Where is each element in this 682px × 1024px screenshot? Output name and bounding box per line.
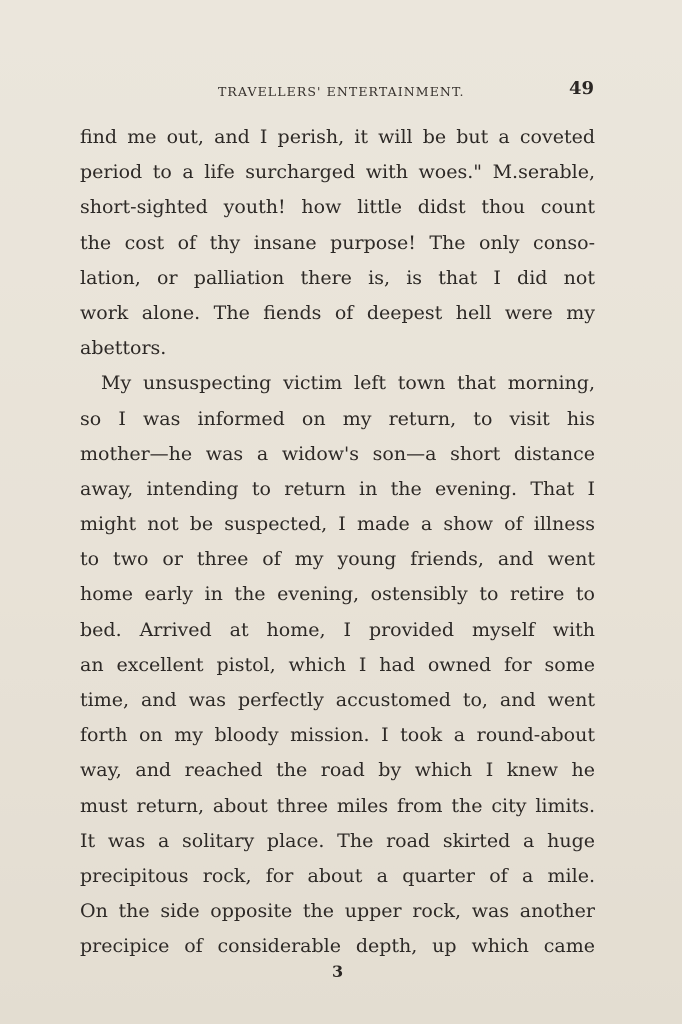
text-line: lation, or palliation there is, is that I did not [80,266,595,289]
text-line: bed. Arrived at home, I provided myself with [80,618,595,641]
body-text [80,120,595,965]
text-line: mother—he was a widow's son—a short distance [80,442,595,465]
text-line: precipice of considerable depth, up which came [80,935,595,958]
text-line: forth on my bloody mission. I took a round-about [80,724,595,747]
text-line: period to a life surcharged with woes." M.serable, [80,161,595,184]
text-line: way, and reached the road by which I knew he [80,759,595,782]
paragraph-start-line: My unsuspecting victim left town that morning, [101,372,595,395]
text-line: precipitous rock, for about a quarter of a mile. [80,864,595,887]
page-number: 49 [568,78,594,99]
text-line: away, intending to return in the evening. That I [80,477,595,500]
page-header [80,78,600,106]
text-line: abettors. [80,337,167,360]
text-line: must return, about three miles from the city limits. [80,794,595,817]
text-line: find me out, and I perish, it will be but a coveted [80,126,595,148]
text-line: to two or three of my young friends, and went [80,548,595,571]
text-line: On the side opposite the upper rock, was another [80,900,595,923]
text-line: time, and was perfectly accustomed to, and went [80,689,595,711]
text-line: an excellent pistol, which I had owned for some [80,653,595,676]
text-line: work alone. The fiends of deepest hell were my [80,301,595,324]
signature-mark: 3 [332,962,344,981]
text-line: so I was informed on my return, to visit his [80,407,595,430]
text-line: the cost of thy insane purpose! The only conso- [80,231,595,254]
text-line: home early in the evening, ostensibly to retire to [80,583,595,606]
running-head: TRAVELLERS' ENTERTAINMENT. [218,84,465,99]
text-line: short-sighted youth! how little didst thou count [80,196,595,219]
text-line: might not be suspected, I made a show of illness [80,513,595,536]
text-line: It was a solitary place. The road skirted a huge [80,829,595,852]
